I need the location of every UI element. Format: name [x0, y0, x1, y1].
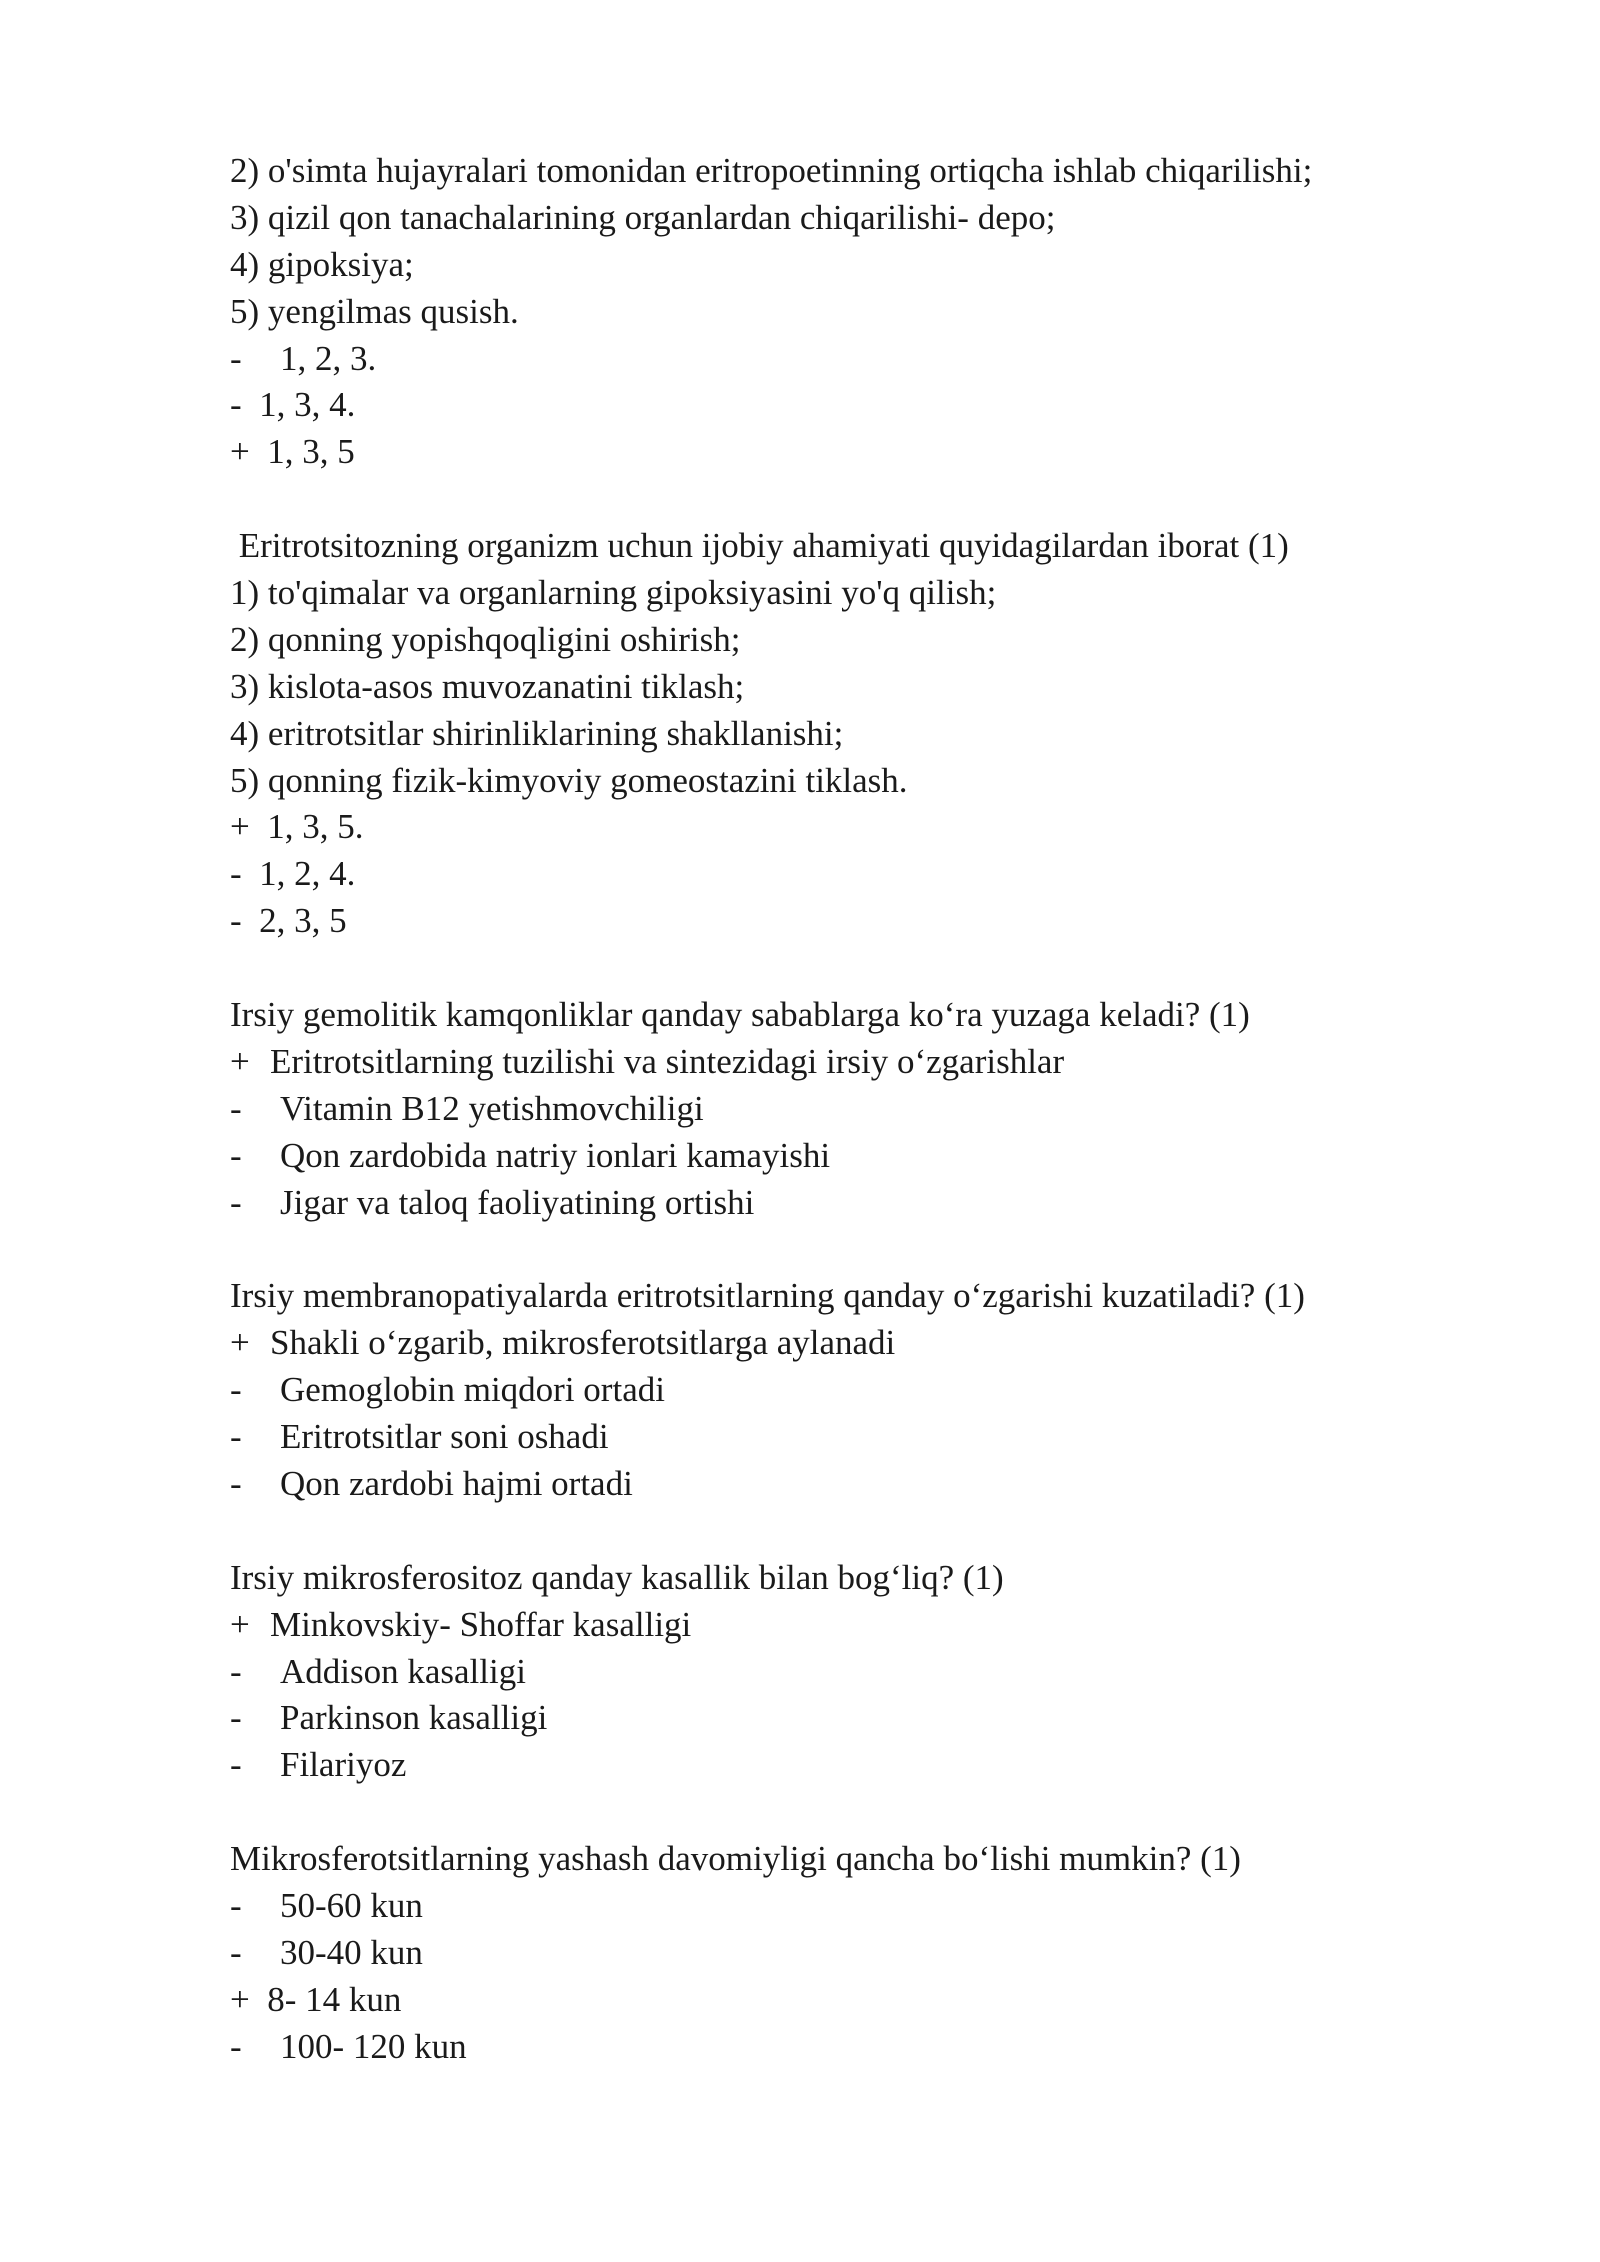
- line-text: 3) kislota-asos muvozanatini tiklash;: [230, 666, 745, 706]
- option-marker: -: [230, 1088, 242, 1128]
- answer-option: [230, 1930, 1430, 1977]
- block-spacer: [230, 1226, 1430, 1273]
- correct-answer-option: [230, 804, 1430, 851]
- line-text: 2) o'simta hujayralari tomonidan eritropoetinning ortiqcha ishlab chiqarilishi;: [230, 151, 1313, 190]
- numbered-item: [230, 711, 1430, 758]
- option-marker: -: [230, 1745, 242, 1785]
- correct-marker: +: [230, 1041, 250, 1081]
- answer-option: [230, 1695, 1430, 1742]
- correct-answer-option: [230, 429, 1430, 476]
- option-marker: -: [230, 385, 242, 425]
- correct-marker: +: [230, 1604, 250, 1644]
- option-marker: -: [230, 1417, 242, 1457]
- option-marker: -: [230, 901, 242, 941]
- line-text: 1, 3, 5.: [267, 807, 364, 847]
- line-text: 3) qizil qon tanachalarining organlardan chiqarilishi- depo;: [230, 197, 1056, 237]
- correct-answer-option: [230, 1320, 1430, 1367]
- numbered-item: [230, 242, 1430, 289]
- numbered-item: [230, 758, 1430, 805]
- block-spacer: [230, 1508, 1430, 1555]
- question-block: [230, 1836, 1430, 2070]
- numbered-item: [230, 570, 1430, 617]
- question-block: [230, 148, 1430, 476]
- numbered-item: [230, 664, 1430, 711]
- line-text: 1, 2, 3.: [280, 338, 377, 378]
- answer-option: [230, 1133, 1430, 1180]
- line-text: 5) qonning fizik-kimyoviy gomeostazini tiklash.: [230, 760, 908, 800]
- line-text: 1, 2, 4.: [259, 854, 356, 894]
- line-text: 4) eritrotsitlar shirinliklarining shakllanishi;: [230, 713, 844, 753]
- correct-answer-option: [230, 1039, 1430, 1086]
- answer-option: [230, 1367, 1430, 1414]
- line-text: 4) gipoksiya;: [230, 244, 414, 284]
- block-spacer: [230, 945, 1430, 992]
- line-text: Irsiy membranopatiyalarda eritrotsitlarning qanday o‘zgarishi kuzatiladi? (1): [230, 1276, 1305, 1316]
- option-marker: -: [230, 1885, 242, 1925]
- line-text: Filariyoz: [280, 1745, 407, 1785]
- line-text: Qon zardobida natriy ionlari kamayishi: [280, 1135, 831, 1175]
- option-marker: -: [230, 1651, 242, 1691]
- line-text: Vitamin B12 yetishmovchiligi: [280, 1088, 704, 1128]
- line-text: Irsiy gemolitik kamqonliklar qanday sabablarga ko‘ra yuzaga keladi? (1): [230, 995, 1250, 1035]
- line-text: Qon zardobi hajmi ortadi: [280, 1463, 633, 1503]
- correct-answer-option: [230, 1602, 1430, 1649]
- line-text: Mikrosferotsitlarning yashash davomiyligi qancha bo‘lishi mumkin? (1): [230, 1839, 1241, 1879]
- question-block: [230, 1273, 1430, 1507]
- numbered-item: [230, 195, 1430, 242]
- line-text: 2) qonning yopishqoqligini oshirish;: [230, 619, 741, 659]
- question-text: [230, 992, 1430, 1039]
- question-text: [230, 1273, 1430, 1320]
- line-text: 1) to'qimalar va organlarning gipoksiyasini yo'q qilish;: [230, 573, 997, 613]
- line-text: Jigar va taloq faoliyatining ortishi: [280, 1182, 755, 1222]
- answer-option: [230, 2024, 1430, 2071]
- line-text: 5) yengilmas qusish.: [230, 291, 519, 331]
- numbered-item: [230, 289, 1430, 336]
- line-text: 30-40 kun: [280, 1932, 423, 1972]
- option-marker: -: [230, 2026, 242, 2066]
- line-text: 100- 120 kun: [280, 2026, 467, 2066]
- correct-marker: +: [230, 432, 250, 472]
- correct-answer-option: [230, 1977, 1430, 2024]
- option-marker: -: [230, 338, 242, 378]
- question-text: [230, 1836, 1430, 1883]
- option-marker: -: [230, 1135, 242, 1175]
- correct-marker: +: [230, 1323, 250, 1363]
- line-text: 8- 14 kun: [267, 1979, 402, 2019]
- correct-marker: +: [230, 1979, 250, 2019]
- answer-option: [230, 382, 1430, 429]
- document-page: [230, 148, 1430, 2071]
- question-text: [230, 148, 1430, 195]
- question-text: [230, 523, 1430, 570]
- numbered-item: [230, 617, 1430, 664]
- option-marker: -: [230, 1698, 242, 1738]
- answer-option: [230, 1180, 1430, 1227]
- question-block: [230, 992, 1430, 1226]
- question-block: [230, 523, 1430, 945]
- answer-option: [230, 898, 1430, 945]
- line-text: 1, 3, 5: [267, 432, 355, 472]
- line-text: Minkovskiy- Shoffar kasalligi: [270, 1604, 692, 1644]
- answer-option: [230, 336, 1430, 383]
- answer-option: [230, 1086, 1430, 1133]
- option-marker: -: [230, 1182, 242, 1222]
- line-text: 2, 3, 5: [259, 901, 347, 941]
- question-block: [230, 1555, 1430, 1789]
- option-marker: -: [230, 1932, 242, 1972]
- answer-option: [230, 1742, 1430, 1789]
- option-marker: -: [230, 1463, 242, 1503]
- line-text: Parkinson kasalligi: [280, 1698, 548, 1738]
- answer-option: [230, 1414, 1430, 1461]
- correct-marker: +: [230, 807, 250, 847]
- option-marker: -: [230, 854, 242, 894]
- answer-option: [230, 1461, 1430, 1508]
- answer-option: [230, 1649, 1430, 1696]
- question-text: [230, 1555, 1430, 1602]
- block-spacer: [230, 1789, 1430, 1836]
- line-text: Eritrotsitlar soni oshadi: [280, 1417, 609, 1457]
- line-text: 50-60 kun: [280, 1885, 423, 1925]
- line-text: Eritrotsitlarning tuzilishi va sintezidagi irsiy o‘zgarishlar: [270, 1041, 1065, 1081]
- line-text: Addison kasalligi: [280, 1651, 526, 1691]
- line-text: 1, 3, 4.: [259, 385, 356, 425]
- answer-option: [230, 1883, 1430, 1930]
- option-marker: -: [230, 1370, 242, 1410]
- block-spacer: [230, 476, 1430, 523]
- line-text: Shakli o‘zgarib, mikrosferotsitlarga aylanadi: [270, 1323, 896, 1363]
- line-text: Irsiy mikrosferositoz qanday kasallik bilan bog‘liq? (1): [230, 1557, 1004, 1597]
- line-text: Gemoglobin miqdori ortadi: [280, 1370, 665, 1410]
- answer-option: [230, 851, 1430, 898]
- line-text: Eritrotsitozning organizm uchun ijobiy ahamiyati quyidagilardan iborat (1): [230, 526, 1289, 566]
